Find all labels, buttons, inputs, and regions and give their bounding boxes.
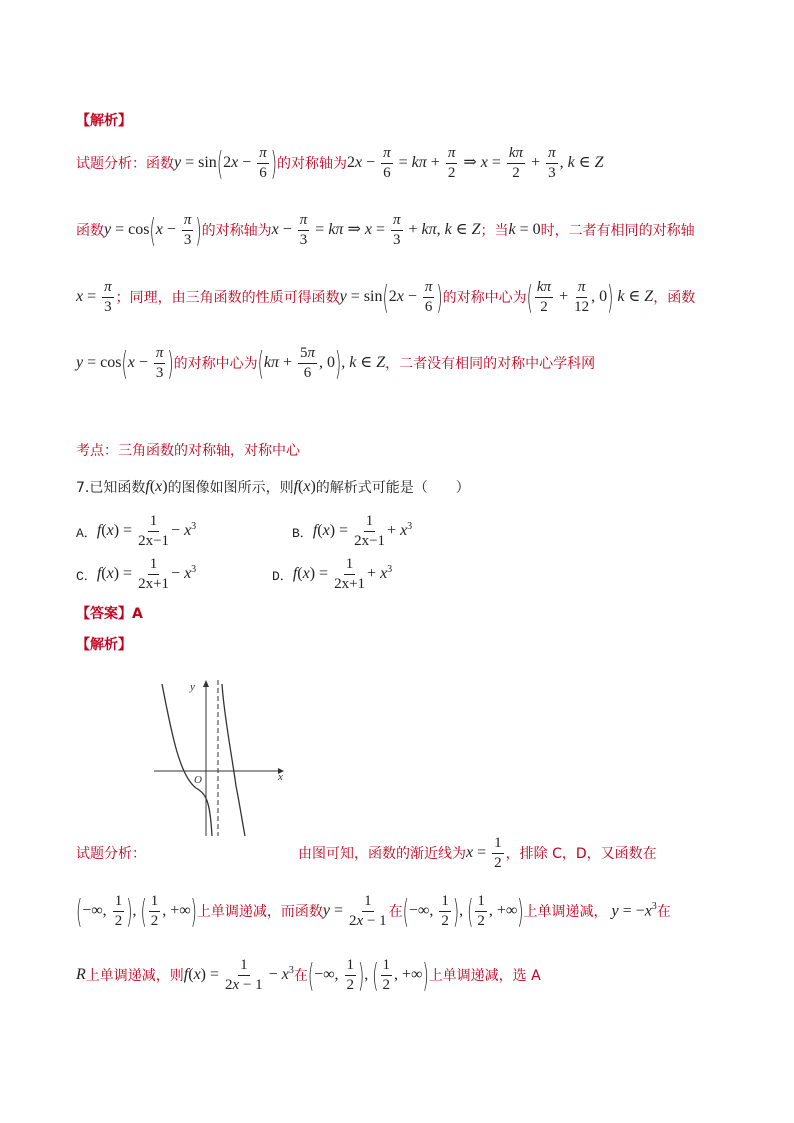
solution-prefix: 试题分析： xyxy=(76,846,146,862)
math-expr: (−∞, $\frac{1}{2}$ ), ( $\frac{1}{2}$ , +∞) xyxy=(307,956,429,994)
math-expr: (kπ + $\frac{5\pi}{6}$ , 0), k ∈ Z xyxy=(257,344,386,382)
math-expr: f(x) xyxy=(145,478,168,495)
analysis-text: 的对称轴为 xyxy=(201,223,272,239)
analysis-line-3 xyxy=(76,274,695,320)
solution-text: 上单调递减，选 A xyxy=(428,968,541,984)
math-expr: f(x) = $\frac{1}{2x - 1}$ − $x^3$ xyxy=(183,956,294,993)
answer-label: 【答案】A xyxy=(76,606,143,622)
option-c[interactable] xyxy=(76,553,196,595)
left-branch-curve xyxy=(162,684,212,836)
option-d[interactable] xyxy=(272,553,392,595)
math-expr: f(x) = $\frac{1}{2x+1}$ − $x^3$ xyxy=(96,555,197,592)
solution-line-1 xyxy=(298,832,657,874)
math-expr: y = sin(2x − $\frac{\pi}{6}$ ) xyxy=(174,144,277,182)
solution-text: 在 xyxy=(293,968,308,984)
right-branch-curve xyxy=(222,684,245,836)
option-a[interactable] xyxy=(76,510,196,552)
math-expr: y = cos(x − $\frac{\pi}{3}$ ) xyxy=(104,211,202,249)
math-expr: 2x − $\frac{\pi}{6}$ = kπ + $\frac{\pi}{2}$ ⇒ x = $\frac{k\pi}{2}$ + $\frac{\pi}{3}$ , k ∈ Z xyxy=(346,144,604,181)
math-expr: f(x) = $\frac{1}{2x+1}$ + $x^3$ xyxy=(292,555,393,592)
analysis-text: ，函数 xyxy=(653,290,696,306)
math-expr: y = sin(2x − $\frac{\pi}{6}$ ) xyxy=(339,278,443,316)
analysis-line-2 xyxy=(76,207,695,253)
question-stem xyxy=(76,476,470,498)
solution-text: ，排除 C，D，又函数在 xyxy=(505,846,657,862)
function-graph xyxy=(150,676,290,838)
math-expr: y = $\frac{1}{2x - 1}$ xyxy=(322,892,387,929)
analysis-text: 函数 xyxy=(76,223,104,239)
analysis-text: 的对称轴为 xyxy=(276,156,347,172)
kaodian-text: 考点：三角函数的对称轴，对称中心 xyxy=(76,443,300,459)
question-text: 7.已知函数 xyxy=(76,480,146,496)
option-label: D． xyxy=(272,568,293,584)
analysis-text: ，二者没有相同的对称中心学科网 xyxy=(385,356,596,372)
math-expr: f(x) xyxy=(293,478,316,495)
option-label: B． xyxy=(292,525,313,541)
option-b[interactable] xyxy=(292,510,412,552)
math-expr: f(x) = $\frac{1}{2x-1}$ + $x^3$ xyxy=(312,512,413,549)
analysis-text: 的对称中心为 xyxy=(173,356,258,372)
option-label: C． xyxy=(76,568,97,584)
analysis-line-4 xyxy=(76,340,595,386)
analysis-text: 试题分析：函数 xyxy=(76,156,174,172)
math-expr: y = cos(x − $\frac{\pi}{3}$ ) xyxy=(76,344,174,382)
question-text: 的图像如图所示，则 xyxy=(167,480,294,496)
solution-line-3 xyxy=(76,952,541,998)
analysis-text: 时，二者有相同的对称轴 xyxy=(540,223,695,239)
solution-text: 在 xyxy=(388,904,403,920)
analysis-text: ；同理，由三角函数的性质可得函数 xyxy=(115,290,340,306)
solution-text: 上单调递减，则 xyxy=(85,968,184,984)
solution-text: 上单调递减， xyxy=(523,904,608,920)
y-axis-label: y xyxy=(190,681,195,693)
analysis-label: 【解析】 xyxy=(76,637,132,653)
x-axis-label: x xyxy=(278,771,283,783)
origin-label: O xyxy=(194,774,202,786)
solution-text: 上单调递减，而函数 xyxy=(196,904,323,920)
math-expr: R xyxy=(76,966,86,983)
y-axis-arrow xyxy=(203,680,209,687)
math-expr: (−∞, $\frac{1}{2}$ ), ( $\frac{1}{2}$ , +∞) xyxy=(402,892,524,930)
analysis-text: 的对称中心为 xyxy=(442,290,527,306)
math-expr: $y = -x^3$ xyxy=(611,901,657,920)
solution-line-2 xyxy=(76,888,671,934)
math-expr: (−∞, $\frac{1}{2}$ ), ( $\frac{1}{2}$ , +∞) xyxy=(76,892,197,930)
math-expr: f(x) = $\frac{1}{2x-1}$ − $x^3$ xyxy=(96,512,197,549)
math-expr: x = $\frac{\pi}{3}$ xyxy=(76,278,112,315)
solution-text: 在 xyxy=(656,904,671,920)
option-label: A． xyxy=(76,525,97,541)
math-expr: ( $\frac{k\pi}{2}$ + $\frac{\pi}{12}$ , 0) k ∈ Z xyxy=(526,278,654,316)
math-expr: x − $\frac{\pi}{3}$ = kπ ⇒ x = $\frac{\pi}{3}$ + kπ, k ∈ Z xyxy=(271,211,481,248)
question-text: 的解析式可能是（ ） xyxy=(315,480,470,496)
analysis-text: ；当 xyxy=(480,223,509,239)
solution-text: 由图可知，函数的渐近线为 xyxy=(298,846,466,862)
analysis-line-1 xyxy=(76,140,603,186)
analysis-label: 【解析】 xyxy=(76,113,132,129)
math-expr: k = 0 xyxy=(508,221,541,238)
math-expr: x = $\frac{1}{2}$ xyxy=(466,834,502,871)
